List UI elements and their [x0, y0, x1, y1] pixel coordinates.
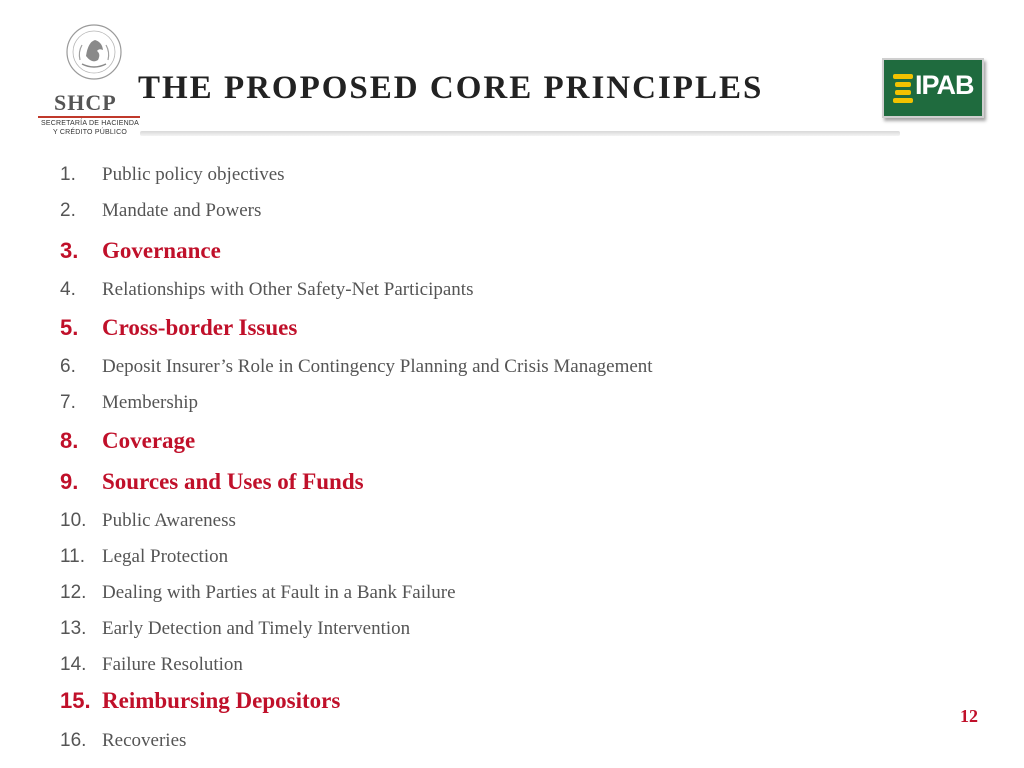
ipab-logo — [882, 58, 984, 118]
principle-label: Governance — [102, 238, 221, 263]
principle-number: 8. — [60, 428, 79, 453]
principle-number: 4. — [60, 279, 76, 300]
shcp-subtitle-line2: Y CRÉDITO PÚBLICO — [53, 129, 127, 136]
principle-label: Cross-border Issues — [102, 315, 298, 340]
principle-label: Reimbursing Depositors — [102, 688, 341, 713]
principle-number: 12. — [60, 582, 87, 603]
principle-label: Sources and Uses of Funds — [102, 469, 364, 494]
principle-number: 16. — [60, 730, 87, 751]
principle-label: Recoveries — [102, 730, 187, 751]
principle-number: 15. — [60, 688, 91, 713]
shcp-divider — [38, 116, 140, 118]
shcp-wordmark: SHCP — [54, 90, 117, 115]
principle-label: Legal Protection — [102, 546, 229, 567]
slide-title: THE PROPOSED CORE PRINCIPLES — [138, 70, 764, 106]
page-number: 12 — [960, 706, 978, 726]
shcp-logo — [38, 18, 140, 136]
principle-label: Failure Resolution — [102, 654, 243, 675]
principle-label: Dealing with Parties at Fault in a Bank Failure — [102, 582, 456, 603]
principle-label: Deposit Insurer’s Role in Contingency Planning and Crisis Management — [102, 356, 653, 377]
principle-number: 5. — [60, 315, 79, 340]
ipab-wordmark: IPAB — [915, 70, 974, 100]
principle-number: 10. — [60, 510, 87, 531]
principle-number: 3. — [60, 238, 79, 263]
principle-number: 14. — [60, 654, 87, 675]
principle-label: Mandate and Powers — [102, 200, 262, 221]
ipab-bars-icon — [892, 72, 914, 104]
principle-number: 7. — [60, 392, 76, 413]
principle-number: 2. — [60, 200, 76, 221]
principle-label: Public policy objectives — [102, 164, 285, 185]
principle-number: 13. — [60, 618, 87, 639]
title-underline — [140, 131, 900, 136]
principle-label: Membership — [102, 392, 199, 413]
principle-number: 1. — [60, 164, 76, 185]
shcp-subtitle-line1: SECRETARÍA DE HACIENDA — [40, 120, 139, 127]
principle-number: 6. — [60, 356, 76, 377]
principle-number: 11. — [60, 546, 86, 567]
principle-label: Public Awareness — [102, 510, 236, 531]
principle-number: 9. — [60, 469, 79, 494]
principle-label: Early Detection and Timely Intervention — [102, 618, 411, 639]
principle-label: Relationships with Other Safety-Net Participants — [102, 279, 474, 300]
principle-label: Coverage — [102, 428, 196, 453]
mexican-seal-icon — [64, 18, 124, 88]
